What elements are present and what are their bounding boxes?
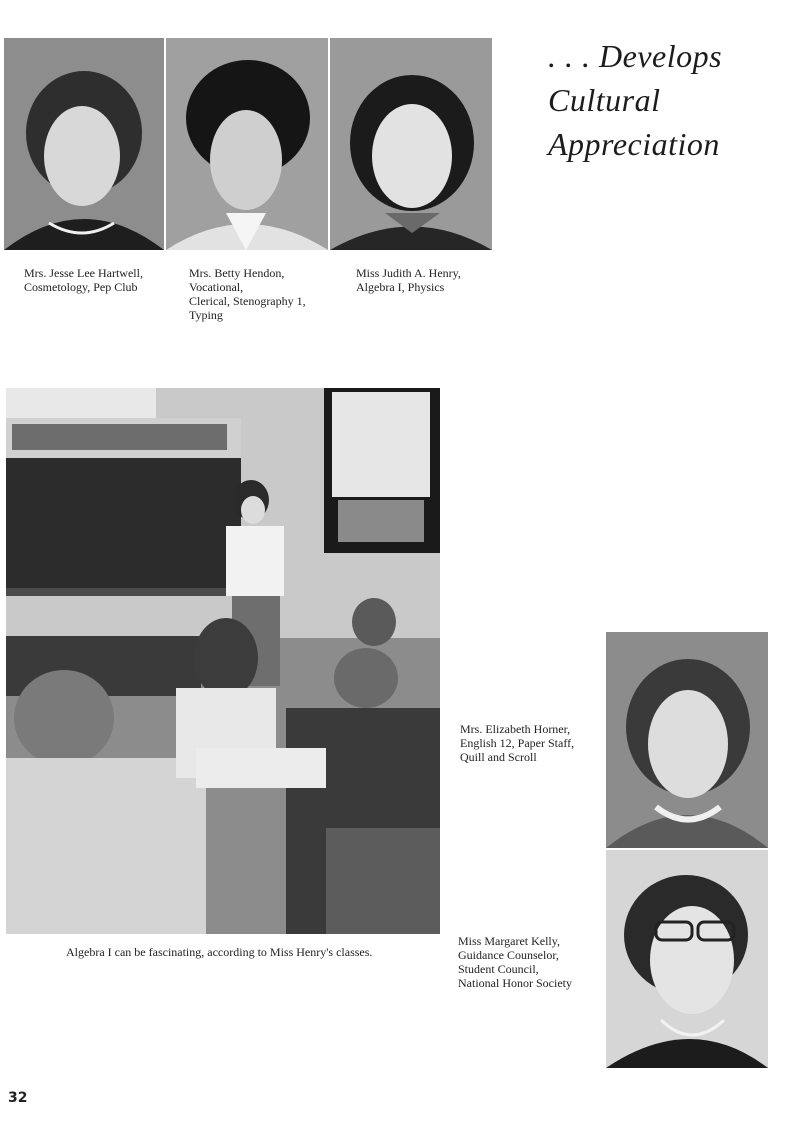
caption-kelly: Miss Margaret Kelly, Guidance Counselor, Student Council, National Honor Society bbox=[458, 934, 572, 990]
classroom-photo bbox=[6, 388, 440, 934]
caption-horner: Mrs. Elizabeth Horner, English 12, Paper Staff, Quill and Scroll bbox=[460, 722, 575, 764]
page-number: 32 bbox=[8, 1090, 28, 1106]
heading-line-3: Appreciation bbox=[548, 126, 720, 162]
heading-line-1: . . . Develops bbox=[548, 38, 723, 74]
caption-hendon: Mrs. Betty Hendon, Vocational, Clerical, Stenography 1, Typing bbox=[189, 266, 306, 322]
caption-henry: Miss Judith A. Henry, Algebra I, Physics bbox=[356, 266, 461, 294]
classroom-caption: Algebra I can be fascinating, according to Miss Henry's classes. bbox=[66, 945, 373, 959]
portrait-horner bbox=[606, 632, 768, 848]
heading-line-2: Cultural bbox=[548, 82, 661, 118]
portrait-hartwell bbox=[4, 38, 164, 250]
portrait-henry bbox=[330, 38, 492, 250]
portrait-hendon bbox=[166, 38, 328, 250]
caption-hartwell: Mrs. Jesse Lee Hartwell, Cosmetology, Pep Club bbox=[24, 266, 143, 294]
portrait-kelly bbox=[606, 850, 768, 1068]
page-heading bbox=[548, 34, 788, 166]
